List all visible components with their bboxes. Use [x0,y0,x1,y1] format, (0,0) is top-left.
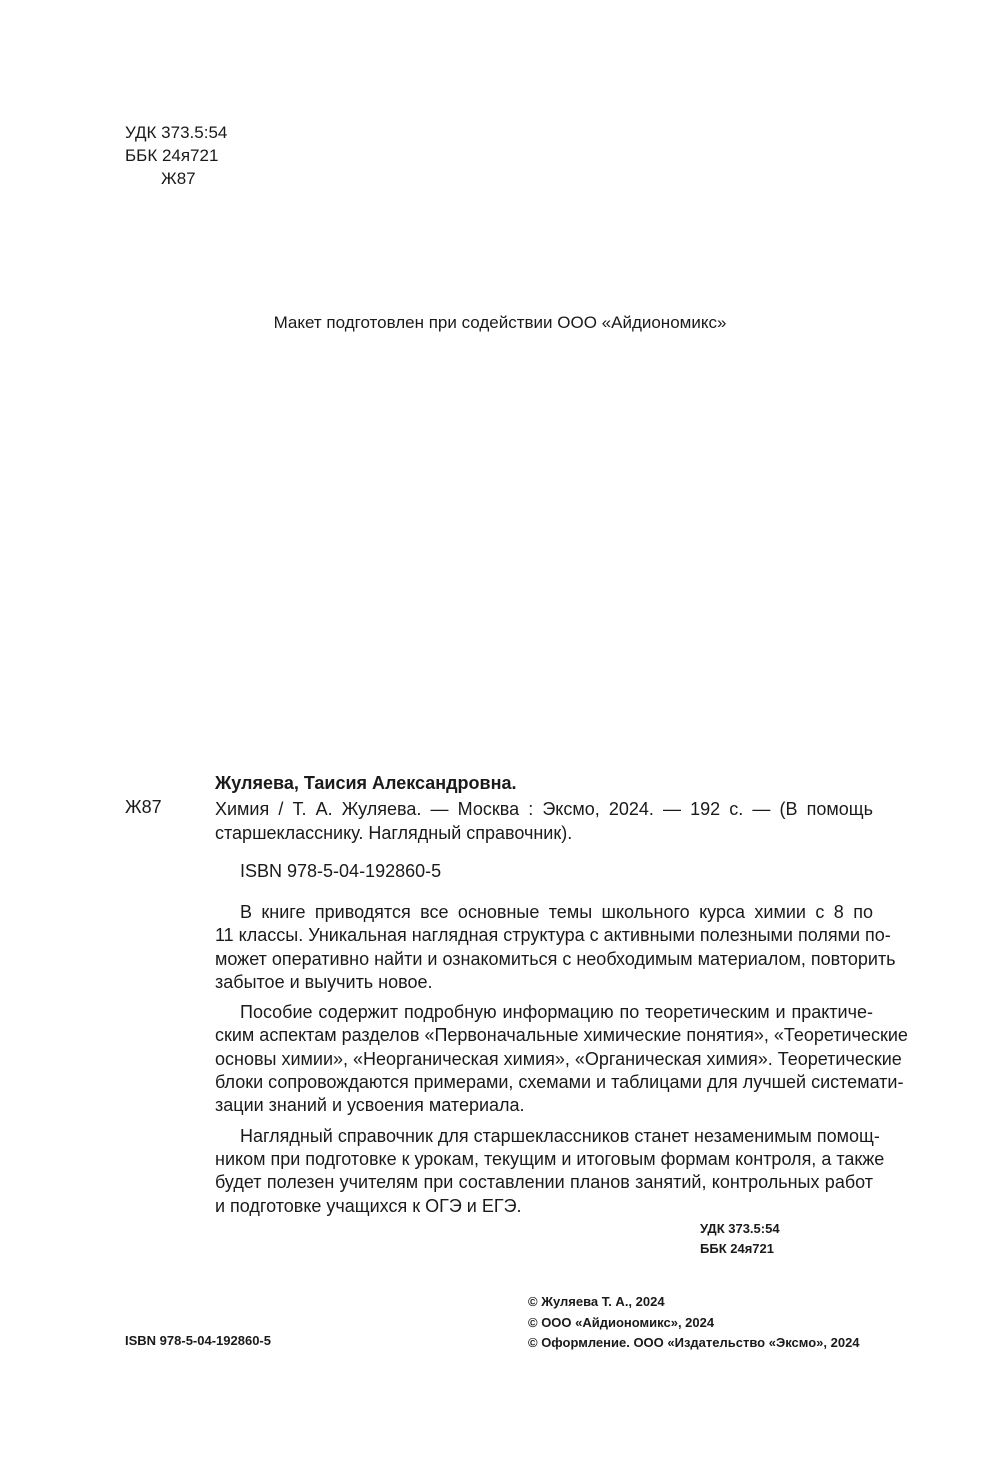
annotation [215,901,908,1225]
annotation-line: блоки сопровождаются примерами, схемами и таблицами для лучшей системати- [215,1072,904,1093]
udk-code: УДК 373.5:54 [700,1221,780,1236]
classification-codes-top [125,121,227,190]
annotation-line: может оперативно найти и ознакомиться с необходимым материалом, повторить [215,948,896,969]
biblio-line: Химия / Т. А. Жуляева. — Москва : Эксмо, 2024. — 192 с. — (В помощь [215,799,873,819]
isbn: ISBN 978-5-04-192860-5 [240,861,442,881]
copyright-line: © Оформление. ООО «Издательство «Эксмо», 2024 [528,1335,860,1350]
annotation-paragraph [215,1125,885,1218]
annotation-line: забытое и выучить новое. [215,971,433,992]
biblio-line: старшекласснику. Наглядный справочник). [215,823,573,843]
annotation-line: Пособие содержит подробную информацию по теоретическим и практиче- [240,1002,873,1023]
author-heading: Жуляева, Таисия Александровна. [215,773,517,793]
copyright-line: © Жуляева Т. А., 2024 [528,1294,665,1309]
annotation-paragraph [215,901,896,994]
layout-credit: Макет подготовлен при содействии ООО «Айдиономикс» [273,313,727,332]
annotation-line: В книге приводятся все основные темы школьного курса химии с 8 по [240,902,873,922]
annotation-line: ником при подготовке к урокам, текущим и итоговым формам контроля, а также [215,1148,885,1169]
annotation-line: будет полезен учителям при составлении планов занятий, контрольных работ [215,1172,873,1193]
copyright-block [528,1292,860,1354]
bbk-code: ББК 24я721 [125,146,219,165]
annotation-line: основы химии», «Неорганическая химия», «Органическая химия». Теоретические [215,1048,902,1069]
bbk-code: ББК 24я721 [700,1241,774,1256]
author-sign-left: Ж87 [125,797,162,817]
isbn-bottom: ISBN 978-5-04-192860-5 [125,1333,271,1348]
annotation-line: Наглядный справочник для старшеклассников станет незаменимым помощ- [240,1125,880,1146]
bibliographic-description [215,797,873,845]
annotation-paragraph [215,1001,908,1117]
annotation-line: 11 классы. Уникальная наглядная структура с активными полезными полями по- [215,925,891,946]
annotation-line: зации знаний и усвоения материала. [215,1095,525,1116]
udk-code: УДК 373.5:54 [125,123,228,142]
copyright-line: © ООО «Айдиономикс», 2024 [528,1314,715,1330]
author-sign: Ж87 [161,169,196,188]
annotation-line: и подготовке учащихся к ОГЭ и ЕГЭ. [215,1195,522,1216]
classification-codes-bottom [700,1219,860,1259]
annotation-line: ским аспектам разделов «Первоначальные химические понятия», «Теоретические [215,1025,908,1046]
